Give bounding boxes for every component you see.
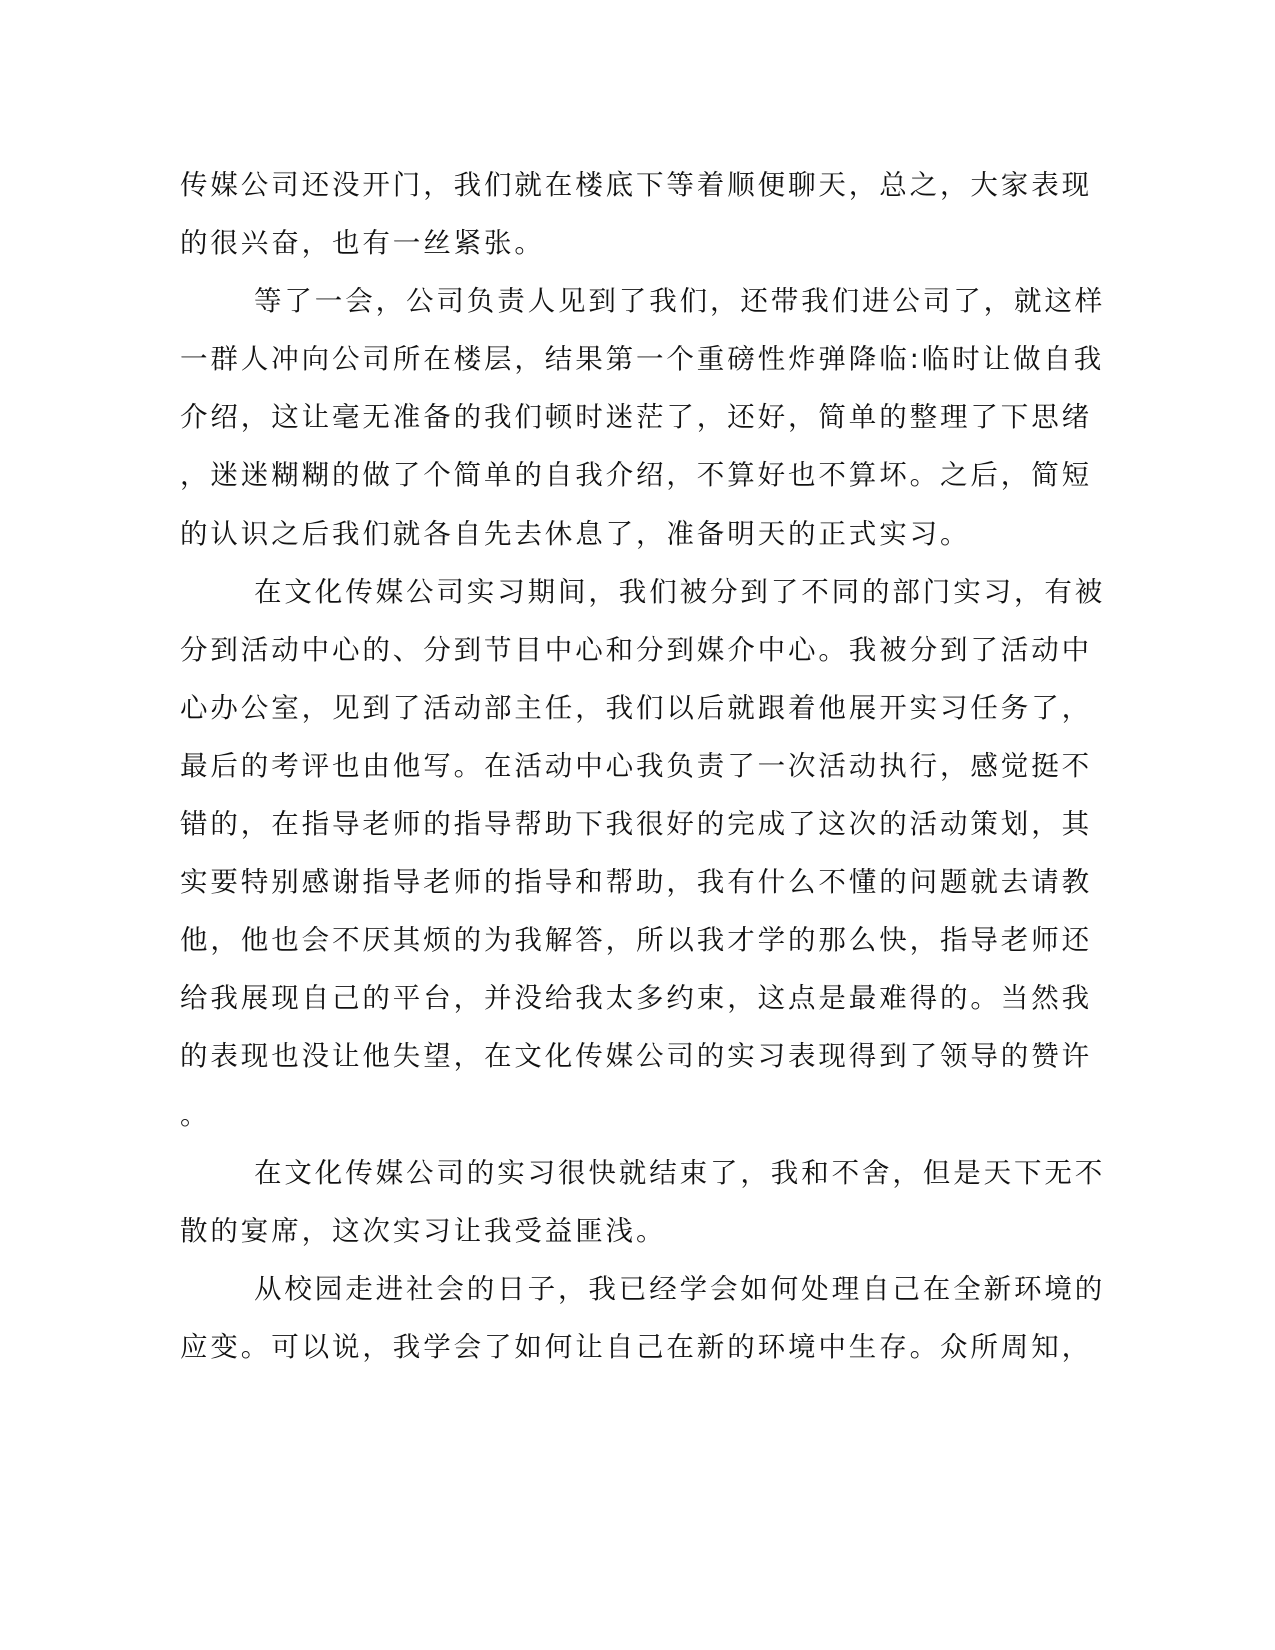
text-line: 一群人冲向公司所在楼层，结果第一个重磅性炸弹降临:临时让做自我	[180, 343, 1105, 376]
paragraph-start-line: 等了一会，公司负责人见到了我们，还带我们进公司了，就这样	[254, 285, 1106, 318]
text-line: 实要特别感谢指导老师的指导和帮助，我有什么不懂的问题就去请教	[180, 866, 1092, 899]
body-text	[180, 156, 1106, 1376]
text-line: 应变。可以说，我学会了如何让自己在新的环境中生存。众所周知，	[180, 1330, 1092, 1363]
paragraph-start-line: 从校园走进社会的日子，我已经学会如何处理自己在全新环境的	[254, 1272, 1106, 1305]
paragraph-start-line: 在文化传媒公司的实习很快就结束了，我和不舍，但是天下无不	[254, 1156, 1106, 1189]
text-line: 心办公室，见到了活动部主任，我们以后就跟着他展开实习任务了，	[180, 691, 1092, 724]
text-line: 错的，在指导老师的指导帮助下我很好的完成了这次的活动策划，其	[180, 808, 1092, 841]
text-line: 最后的考评也由他写。在活动中心我负责了一次活动执行，感觉挺不	[180, 749, 1092, 782]
text-line: 的认识之后我们就各自先去休息了，准备明天的正式实习。	[180, 517, 971, 550]
text-line: 的很兴奋，也有一丝紧张。	[180, 227, 545, 260]
text-line: 。	[180, 1098, 211, 1131]
text-line: 给我展现自己的平台，并没给我太多约束，这点是最难得的。当然我	[180, 982, 1092, 1015]
paragraph-start-line: 在文化传媒公司实习期间，我们被分到了不同的部门实习，有被	[254, 575, 1106, 608]
text-line: 分到活动中心的、分到节目中心和分到媒介中心。我被分到了活动中	[180, 633, 1092, 666]
text-line: 他，他也会不厌其烦的为我解答，所以我才学的那么快，指导老师还	[180, 924, 1092, 957]
text-line: 的表现也没让他失望，在文化传媒公司的实习表现得到了领导的赞许	[180, 1040, 1092, 1073]
text-line: ，迷迷糊糊的做了个简单的自我介绍，不算好也不算坏。之后，简短	[180, 459, 1092, 492]
text-line: 介绍，这让毫无准备的我们顿时迷茫了，还好，简单的整理了下思绪	[180, 401, 1092, 434]
text-line: 传媒公司还没开门，我们就在楼底下等着顺便聊天，总之，大家表现	[180, 169, 1092, 201]
text-line: 散的宴席，这次实习让我受益匪浅。	[180, 1214, 667, 1247]
